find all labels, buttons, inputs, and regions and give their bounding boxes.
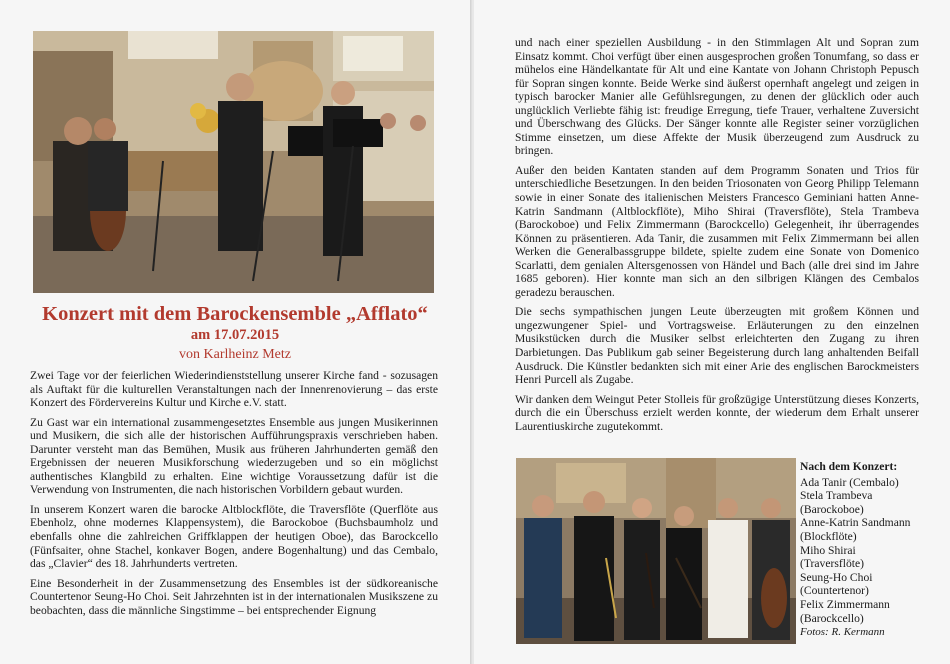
paragraph: Zwei Tage vor der feierlichen Wiederindienststellung unserer Kirche fand - sozusagen als Auftakt für die kulturellen Veranstaltungen nach der Innenrenovierung – das erste Konzert des Fördervereins Kultur und Kirche e.V. statt.: [30, 369, 438, 410]
caption-line: Stela Trambeva: [800, 489, 873, 503]
caption-line: Seung-Ho Choi: [800, 570, 873, 584]
paragraph: Zu Gast war ein international zusammengesetztes Ensemble aus jungen Musikerinnen und Musikern, die sich alle der historischen Aufführungspraxis verschrieben haben. Darunter versteht man das Bemühen, Musik aus früheren Jahrhunderten gemäß den Ergebnissen der neueren Musikforschung wiederzugeben und so ein möglichst authentisches Klangbild zu erhalten. Eine wichtige Voraussetzung dafür ist die Verwendung von Instrumenten, die nach historischen Vorbildern gebaut wurden.: [30, 415, 438, 497]
paragraph: Wir danken dem Weingut Peter Stolleis für großzügige Unterstützung dieses Konzerts, durch die ein Überschuss erzielt werden konnte, der wiederum dem Erhalt unserer Laurentiuskirche zugutekommt.: [515, 392, 919, 433]
caption-line: Anne-Katrin Sandmann: [800, 516, 911, 530]
article-date: am 17.07.2015: [190, 327, 280, 343]
left-column-text: [30, 369, 438, 623]
caption-heading: Nach dem Konzert:: [800, 460, 898, 473]
paragraph: und nach einer speziellen Ausbildung - in den Stimmlagen Alt und Sopran zum Einsatz kommt. Choi verfügt über einen ausgesprochen großen Tonumfang, so dass er mühelos eine Händelkantate für Alt und eine Kantate von Johann Christoph Pepusch für Sopran singen konnte. Beide Werke sind äußerst opernhaft angelegt und zeigen in typisch barocker Manier alle Gefühlsregungen, zu denen der glücklich oder auch unglücklich Verliebte fähig ist: freudige Erregung, tiefe Trauer, verhaltene Zuversicht und Überschwang des Glücks. Der Sänger konnte alle Register seiner vorzüglichen Stimme einsetzen, um diese Affekte der Musik überzeugend zum Ausdruck zu bringen.: [515, 36, 919, 158]
paragraph: In unserem Konzert waren die barocke Altblockflöte, die Traversflöte (Querflöte aus Ebenholz, ohne modernes Klappensystem), die Barockoboe (Buchsbaumholz und ebenfalls ohne die zahlreichen Griffklappen der heutigen Oboe), das Barockcello (Fünfsaiter, ohne Stachel, konkaver Bogen, andere Bogenhaltung) und das Cembalo, das „Clavier“ des 18. Jahrhunderts vertreten.: [30, 502, 438, 571]
caption-line: (Blockflöte): [800, 529, 857, 543]
right-column-text: [515, 36, 919, 439]
caption-line: (Traversflöte): [800, 557, 864, 571]
caption-line: (Barockcello): [800, 611, 864, 625]
caption-line: Felix Zimmermann: [800, 597, 890, 611]
left-page: [0, 0, 472, 664]
caption-line: (Countertenor): [800, 584, 869, 598]
photo-caption: [800, 460, 935, 640]
article-author: von Karlheinz Metz: [179, 347, 291, 362]
caption-line: Miho Shirai: [800, 543, 856, 557]
paragraph: Außer den beiden Kantaten standen auf dem Programm Sonaten und Trios für unterschiedliche Besetzungen. In den beiden Triosonaten von Georg Philipp Telemann sowie in einer Sonate des italienischen Meisters Francesco Geminiani hatten Anne-Katrin Sandmann (Altblockflöte), Miho Shirai (Traversflöte), Stela Trambeva (Barockoboe) und Felix Zimmermann (Barockcello) Gelegenheit, ihr überragendes Können zu präsentieren. Ada Tanir, die zusammen mit Felix Zimmermann bei allen Werken die Generalbassgruppe bildete, spielte zudem eine Sonate von Domenico Scarlatti, dem genialen Altersgenossen von Händel und Bach (alle drei sind im Jahre 1685 geboren). Hier konnte man sich an den silbrigen Klängen des Cembalos geradezu berauschen.: [515, 163, 919, 299]
photo-credit: Fotos: R. Kermann: [800, 626, 885, 639]
caption-line: Ada Tanir (Cembalo): [800, 475, 899, 489]
article-title: Konzert mit dem Barockensemble „Afflato“: [42, 303, 428, 325]
paragraph: Die sechs sympathischen jungen Leute überzeugten mit großem Können und ungezwungener Spiel- und Vortragsweise. Erläuterungen zu den einzelnen Musikstücken durch die Musiker selbst erleichterten den Zugang zu ihren Darbietungen. Das Publikum gab seiner Begeisterung durch lang anhaltenden Beifall Ausdruck. Die Künstler bedankten sich mit einer Arie des englischen Barockmeisters Henri Purcell als Zugabe.: [515, 305, 919, 387]
caption-line: (Barockoboe): [800, 502, 864, 516]
concert-photo: [33, 31, 434, 293]
ensemble-photo: [516, 458, 796, 644]
paragraph: Eine Besonderheit in der Zusammensetzung des Ensembles ist der südkoreanische Countertenor Seung-Ho Choi. Seit Jahrzehnten ist in der internationalen Musikszene zu beobachten, dass die männliche Singstimme – bei entsprechender Eignung: [30, 576, 438, 617]
